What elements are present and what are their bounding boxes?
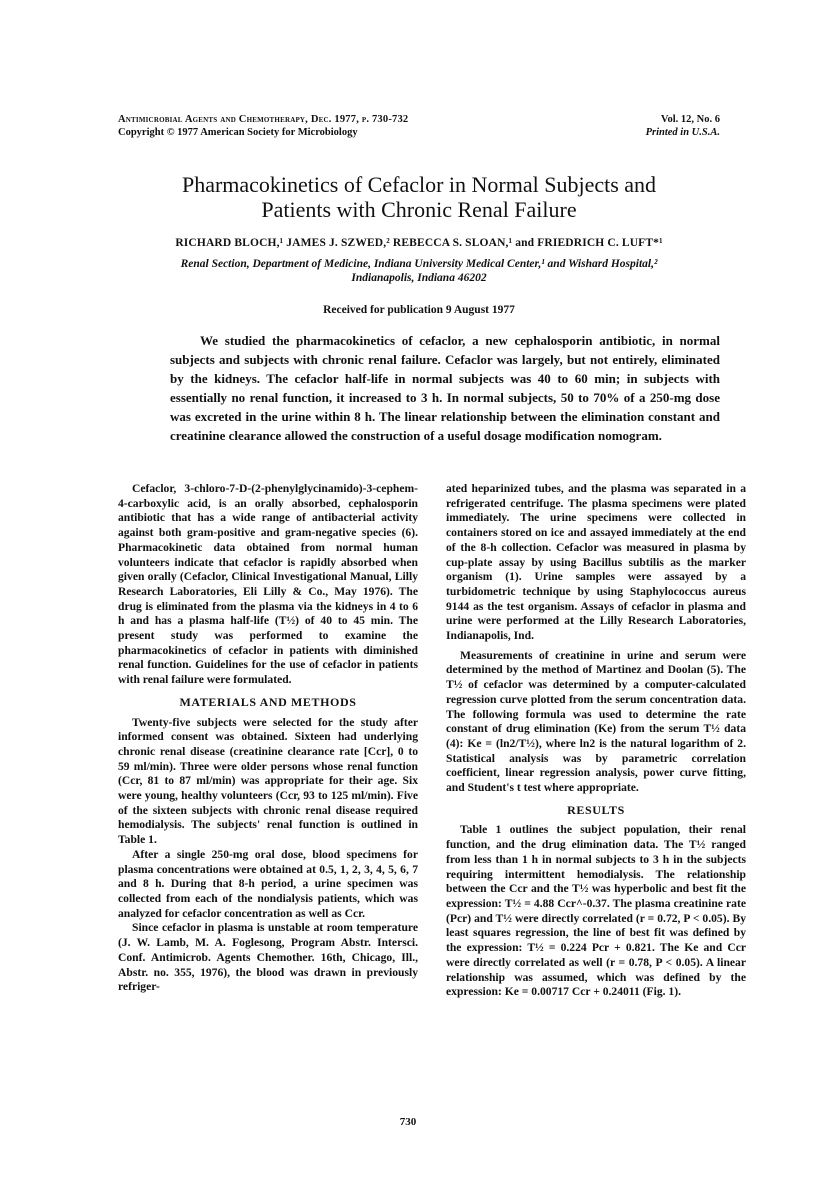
received-date: Received for publication 9 August 1977 xyxy=(323,304,515,316)
author-list: RICHARD BLOCH,¹ JAMES J. SZWED,² REBECCA S. SLOAN,¹ and FRIEDRICH C. LUFT*¹ xyxy=(175,237,663,249)
affiliation-line-2: Indianapolis, Indiana 46202 xyxy=(351,272,487,284)
methods-paragraph-statistics: Measurements of creatinine in urine and serum were determined by the method of Martinez and Doolan (5). The T½ of cefaclor was determined by a computer-calculated regression curve plotted from the serum concentration data. The following formula was used to determine the rate constant of drug elimination (Ke) from the serum T½ data (4): Ke = (ln2/T½), where ln2 is the natural logarithm of 2. Statistical analysis was by parametric correlation coefficient, linear regression analysis, power curve fitting, and Student's t test where appropriate. xyxy=(446,648,746,795)
copyright-notice: Copyright © 1977 American Society for Microbiology xyxy=(118,127,358,138)
section-heading-methods: MATERIALS AND METHODS xyxy=(179,694,357,709)
right-column xyxy=(446,482,746,1000)
issue-info xyxy=(646,113,720,139)
methods-paragraph-2: After a single 250-mg oral dose, blood specimens for plasma concentrations were obtained at 0.5, 1, 2, 3, 4, 5, 6, 7 and 8 h. During that 8-h period, a urine specimen was collected from each of the nondialysis patients, which was analyzed for cefaclor concentration as well as Ccr. xyxy=(118,847,418,920)
printed-in: Printed in U.S.A. xyxy=(645,127,720,138)
intro-paragraph: Cefaclor, 3-chloro-7-D-(2-phenylglycinamido)-3-cephem-4-carboxylic acid, is an orally absorbed, cephalosporin antibiotic that has a wide range of antibacterial activity against both gram-positive and gram-negative species (6). Pharmacokinetic data obtained from normal human volunteers indicate that cefaclor is rapidly absorbed when given orally (Cefaclor, Clinical Investigational Manual, Lilly Research Laboratories, Eli Lilly & Co., May 1976). The drug is eliminated from the plasma via the kidneys in 4 to 6 h and has a plasma half-life (T½) of 40 to 45 min. The present study was performed to examine the pharmacokinetics of cefaclor in patients with diminished renal function. Guidelines for the use of cefaclor in patients with renal failure were formulated. xyxy=(118,482,418,687)
affiliation-line-1: Renal Section, Department of Medicine, Indiana University Medical Center,¹ and Wishard Hospital,² xyxy=(180,258,658,270)
page-number: 730 xyxy=(399,1116,417,1128)
methods-paragraph-1: Twenty-five subjects were selected for the study after informed consent was obtained. Sixteen had underlying chronic renal disease (creatinine clearance rate [Ccr], 0 to 59 ml/min). Three were older persons whose renal function (Ccr, 81 to 87 ml/min) was appropriate for their age. Six were young, healthy volunteers (Ccr, 93 to 125 ml/min). Five of the sixteen subjects with chronic renal disease required hemodialysis. The subjects' renal function is outlined in Table 1. xyxy=(118,715,418,847)
title-line-1: Pharmacokinetics of Cefaclor in Normal Subjects and xyxy=(181,172,657,197)
journal-citation: Antimicrobial Agents and Chemotherapy, Dec. 1977, p. 730-732 xyxy=(118,114,409,125)
methods-paragraph-continued: ated heparinized tubes, and the plasma was separated in a refrigerated centrifuge. The plasma specimens were plated immediately. The urine specimens were collected in containers stored on ice and assayed immediately at the end of the 8-h collection. Cefaclor was measured in plasma by cup-plate assay by using Bacillus subtilis as the marker organism (1). Urine samples were assayed by a turbidometric technique by using Staphylococcus aureus 9144 as the test organism. Assays of cefaclor in plasma and urine were performed at the Lilly Research Laboratories, Indianapolis, Ind. xyxy=(446,482,746,643)
results-paragraph-1: Table 1 outlines the subject population, their renal function, and the drug elimination data. The T½ ranged from less than 1 h in normal subjects to 3 h in the subjects requiring intermittent hemodialysis. The relationship between the Ccr and the T½ was hyperbolic and best fit the expression: T½ = 4.88 Ccr^-0.37. The plasma creatinine rate (Pcr) and T½ were directly correlated (r = 0.72, P < 0.05). By least squares regression, the line of best fit was defined by the expression: T½ = 0.224 Pcr + 0.821. The Ke and Ccr were directly correlated as well (r = 0.78, P < 0.05). A linear relationship was assumed, which was defined by the expression: Ke = 0.00717 Ccr + 0.24011 (Fig. 1). xyxy=(446,823,746,999)
section-heading-results: RESULTS xyxy=(567,802,625,817)
abstract: We studied the pharmacokinetics of cefaclor, a new cephalosporin antibiotic, in normal subjects and subjects with chronic renal failure. Cefaclor was largely, but not entirely, eliminated by the kidneys. The cefaclor half-life in normal subjects was 40 to 60 min; in subjects with essentially no renal function, it increased to 3 h. In normal subjects, 50 to 70% of a 250-mg dose was excreted in the urine within 8 h. The linear relationship between the elimination constant and creatinine clearance allowed the construction of a useful dosage modification nomogram. xyxy=(170,333,720,443)
methods-paragraph-3: Since cefaclor in plasma is unstable at room temperature (J. W. Lamb, M. A. Foglesong, Program Abstr. Intersci. Conf. Antimicrob. Agents Chemother. 16th, Chicago, Ill., Abstr. no. 355, 1976), the blood was drawn in previously refriger- xyxy=(118,921,418,994)
volume-number: Vol. 12, No. 6 xyxy=(660,114,720,125)
article-title xyxy=(118,172,720,222)
title-line-2: Patients with Chronic Renal Failure xyxy=(261,197,577,222)
affiliation xyxy=(118,257,720,285)
left-column xyxy=(118,482,418,995)
journal-header xyxy=(118,113,518,139)
